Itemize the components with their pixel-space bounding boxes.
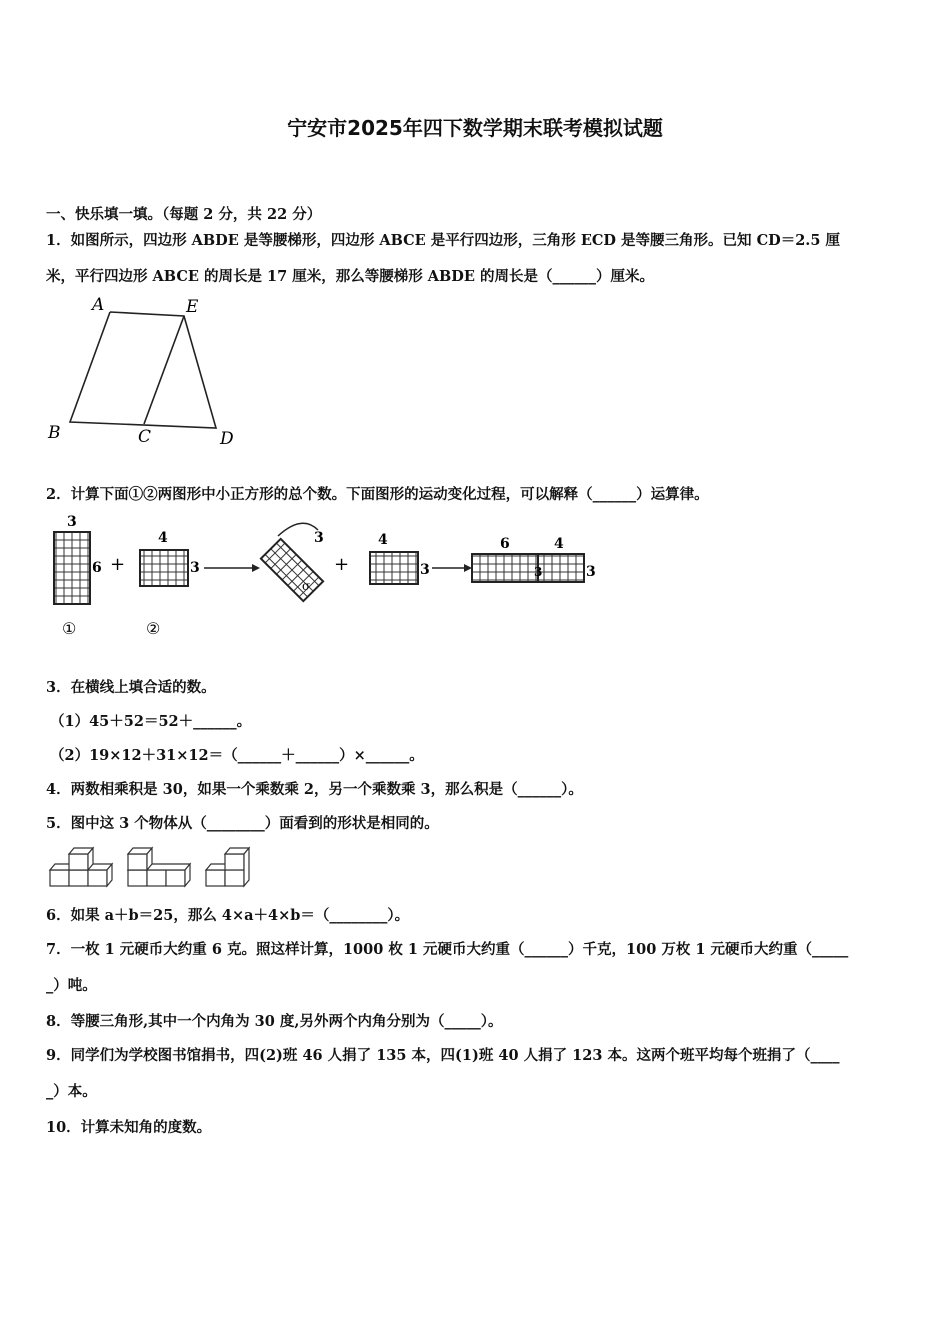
question-10: 10．计算未知角的度数。 (46, 1119, 212, 1136)
question-6: 6．如果 a＋b＝25，那么 4×a＋4×b＝（________）。 (46, 907, 410, 924)
cube-blocks-figure (46, 844, 256, 890)
grid-2 (140, 550, 188, 586)
grid-squares-figure (40, 508, 610, 643)
arrow-2-head (464, 564, 472, 572)
combined-grid-mid-label-3: 3 (534, 565, 543, 579)
label-b: B (48, 423, 61, 443)
label-d: D (220, 429, 234, 449)
question-8: 8．等腰三角形,其中一个内角为 30 度,另外两个内角分别为（_____）。 (46, 1013, 503, 1030)
rotation-arrow (278, 523, 318, 536)
question-5: 5．图中这 3 个物体从（________）面看到的形状是相同的。 (46, 815, 439, 832)
question-3: 3．在横线上填合适的数。 (46, 679, 216, 696)
grid-3-width-label: 4 (378, 532, 388, 548)
label-c: C (138, 427, 152, 447)
combined-grid-label-4: 4 (554, 536, 564, 552)
combined-grid-label-6: 6 (500, 536, 510, 552)
rotated-grid (261, 539, 323, 601)
plus-sign-2: + (334, 554, 350, 575)
grid-1-width-label: 3 (67, 514, 77, 530)
trapezoid-figure (40, 290, 250, 455)
rotated-grid-label-6: σ (302, 579, 311, 593)
figure-label-2: ② (146, 619, 161, 638)
grid-3 (370, 552, 418, 584)
question-2: 2．计算下面①②两图形中小正方形的总个数。下面图形的运动变化过程，可以解释（______）运算律。 (46, 486, 709, 503)
question-3-part-2: （2）19×12＋31×12＝（______＋______）×______。 (50, 747, 424, 764)
segment-ec (144, 316, 184, 424)
label-e: E (186, 297, 199, 317)
section-heading: 一、快乐填一填。（每题 2 分，共 22 分） (46, 206, 322, 223)
combined-grid (472, 554, 584, 582)
grid-1-height-label: 6 (92, 560, 102, 576)
arrow-1-head (252, 564, 260, 572)
figure-label-1: ① (62, 619, 77, 638)
combined-grid-label-3: 3 (586, 564, 596, 580)
question-1-line-1: 1．如图所示，四边形 ABDE 是等腰梯形，四边形 ABCE 是平行四边形，三角形 ECD 是等腰三角形。已知 CD＝2.5 厘 (46, 232, 840, 249)
question-1-line-2: 米，平行四边形 ABCE 的周长是 17 厘米，那么等腰梯形 ABDE 的周长是（______）厘米。 (46, 268, 654, 285)
label-a: A (92, 295, 105, 315)
plus-sign: + (110, 554, 126, 575)
grid-2-height-label: 3 (190, 560, 200, 576)
grid-1 (54, 532, 90, 604)
question-9-line-2: _）本。 (46, 1083, 97, 1100)
question-7-line-1: 7．一枚 1 元硬币大约重 6 克。照这样计算，1000 枚 1 元硬币大约重（______）千克，100 万枚 1 元硬币大约重（_____ (46, 941, 849, 958)
object-3 (206, 848, 249, 886)
trapezoid-outline (70, 312, 216, 428)
question-3-part-1: （1）45＋52＝52＋______。 (50, 713, 252, 730)
grid-2-width-label: 4 (158, 530, 168, 546)
object-2 (128, 848, 190, 886)
page-title: 宁安市2025年四下数学期末联考模拟试题 (287, 116, 663, 140)
grid-3-height-label: 3 (420, 562, 430, 578)
rotated-grid-label-3: 3 (314, 530, 324, 546)
question-4: 4．两数相乘积是 30，如果一个乘数乘 2，另一个乘数乘 3，那么积是（______）。 (46, 781, 583, 798)
question-7-line-2: _）吨。 (46, 977, 97, 994)
question-9-line-1: 9．同学们为学校图书馆捐书，四(2)班 46 人捐了 135 本，四(1)班 40 人捐了 123 本。这两个班平均每个班捐了（____ (46, 1047, 840, 1064)
object-1 (50, 848, 112, 886)
